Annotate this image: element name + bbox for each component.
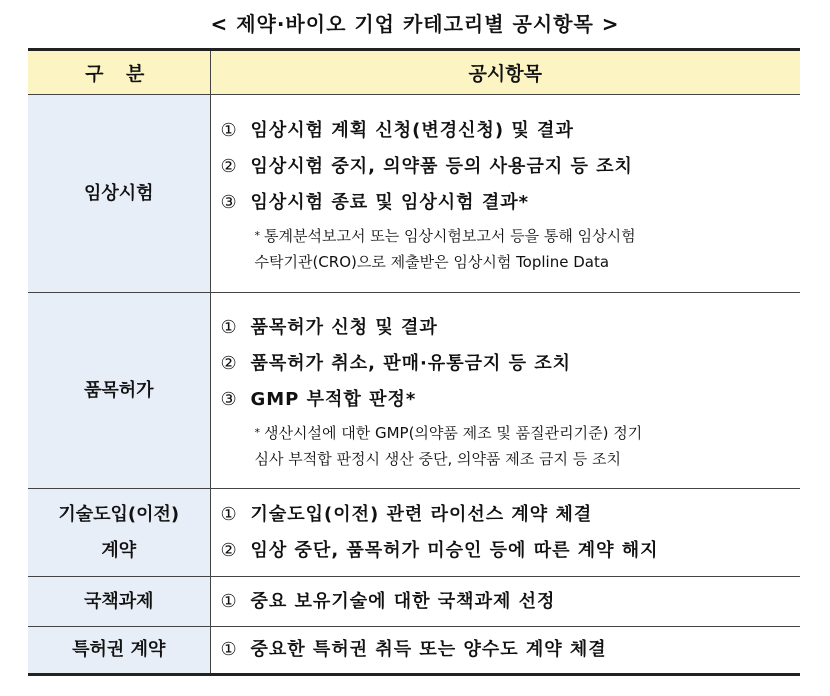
items-cell <box>210 95 800 293</box>
page-title: < 제약·바이오 기업 카테고리별 공시항목 > <box>210 12 620 36</box>
table-row <box>28 95 800 293</box>
list-item: ① 중요 보유기술에 대한 국책과제 선정 <box>220 590 556 612</box>
header-items: 공시항목 <box>210 50 800 95</box>
list-item: ② 임상시험 중지, 의약품 등의 사용금지 등 조치 <box>220 155 633 177</box>
table-row <box>28 577 800 627</box>
list-item: ② 임상 중단, 품목허가 미승인 등에 따른 계약 해지 <box>220 539 659 561</box>
items-cell <box>210 627 800 675</box>
category-cell: 특허권 계약 <box>28 627 210 675</box>
category-cell: 기술도입(이전) 계약 <box>28 489 210 577</box>
category-cell: 품목허가 <box>28 293 210 489</box>
items-cell <box>210 577 800 627</box>
list-item: ① 품목허가 신청 및 결과 <box>220 316 438 338</box>
table-row <box>28 293 800 489</box>
list-item: ③ 임상시험 종료 및 임상시험 결과* <box>220 191 530 213</box>
list-item: ③ GMP 부적합 판정* <box>220 388 417 410</box>
list-item: ① 중요한 특허권 취득 또는 양수도 계약 체결 <box>220 639 607 660</box>
footnote: * 생산시설에 대한 GMP(의약품 제조 및 품질관리기준) 정기 심사 부적합 판정시 생산 중단, 의약품 제조 금지 등 조치 <box>254 423 643 468</box>
list-item: ① 임상시험 계획 신청(변경신청) 및 결과 <box>220 119 574 141</box>
list-item: ① 기술도입(이전) 관련 라이선스 계약 체결 <box>220 503 593 525</box>
items-cell <box>210 489 800 577</box>
category-cell: 국책과제 <box>28 577 210 627</box>
items-cell <box>210 293 800 489</box>
table-header-row <box>28 50 800 95</box>
header-category: 구 분 <box>28 50 210 95</box>
table-row <box>28 627 800 675</box>
footnote: * 통계분석보고서 또는 임상시험보고서 등을 통해 임상시험 수탁기관(CRO)으로 제출받은 임상시험 Topline Data <box>254 226 636 271</box>
table-row <box>28 489 800 577</box>
disclosure-table <box>28 48 800 676</box>
category-cell: 임상시험 <box>28 95 210 293</box>
list-item: ② 품목허가 취소, 판매·유통금지 등 조치 <box>220 352 572 374</box>
